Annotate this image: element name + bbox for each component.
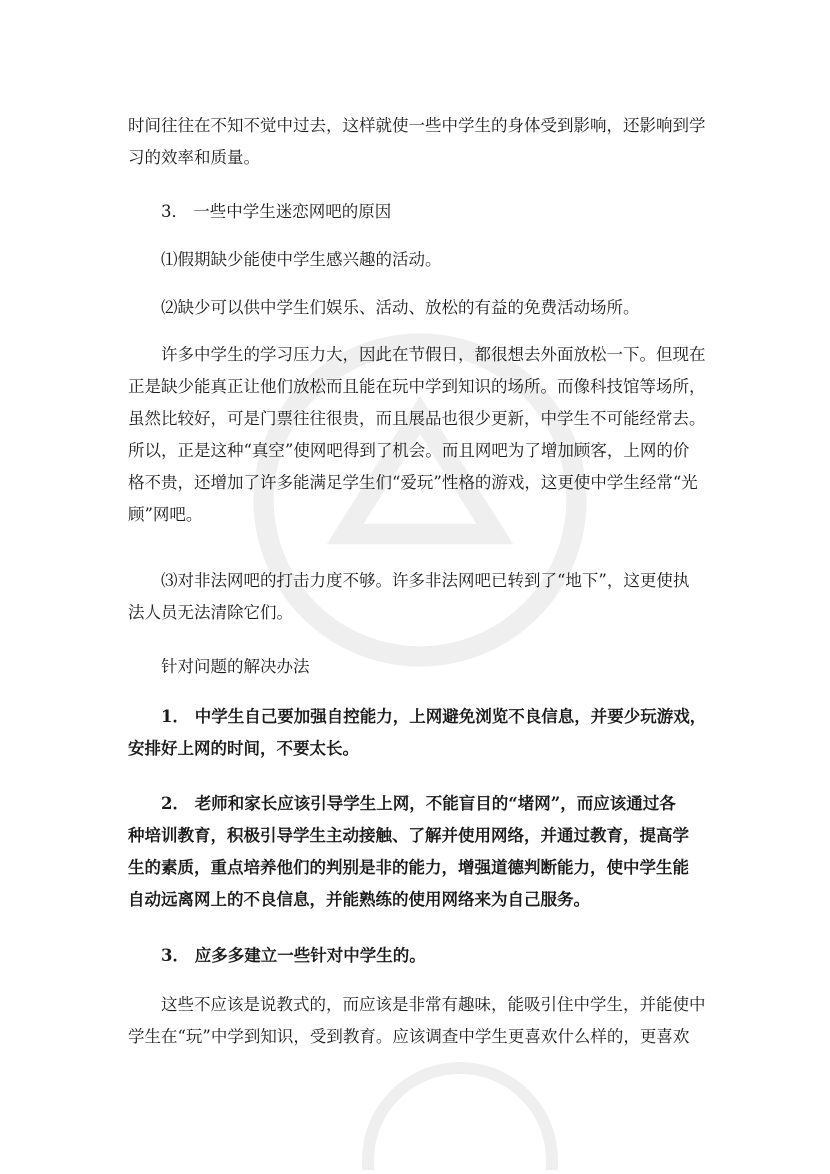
section-heading-causes	[128, 196, 721, 228]
solution-item-1	[128, 701, 708, 765]
reason-item-1	[128, 244, 721, 276]
text-line: 格不贵，还增加了许多能满足学生们“爱玩”性格的游戏，这更使中学生经常“光	[128, 473, 698, 492]
paragraph-explanation	[128, 339, 708, 531]
section-heading-solutions	[128, 651, 721, 683]
text-line: 学生在“玩”中学到知识，受到教育。应该调查中学生更喜欢什么样的，更喜欢	[128, 1027, 690, 1046]
text-line: 种培训教育，积极引导学生主动接触、了解并使用网络，并通过教育，提高学	[128, 826, 689, 845]
text-line: 法人员无法清除它们。	[128, 603, 293, 622]
text-line: 1． 中学生自己要加强自控能力，上网避免浏览不良信息，并要少玩游戏，	[161, 707, 707, 726]
reason-item-2	[128, 292, 721, 324]
text-line: ⑵缺少可以供中学生们娱乐、活动、放松的有益的免费活动场所。	[161, 298, 640, 317]
text-line: 安排好上网的时间，不要太长。	[128, 739, 359, 758]
paragraph-continued	[128, 110, 708, 174]
text-line: 虽然比较好，可是门票往往很贵，而且展品也很少更新，中学生不可能经常去。	[128, 409, 706, 428]
solution-item-2	[128, 788, 708, 916]
text-line: 所以，正是这种“真空”使网吧得到了机会。而且网吧为了增加顾客，上网的价	[128, 441, 690, 460]
text-line: 3． 一些中学生迷恋网吧的原因	[161, 202, 392, 221]
paragraph-closing	[128, 989, 708, 1053]
text-line: 针对问题的解决办法	[161, 657, 310, 676]
text-line: 许多中学生的学习压力大，因此在节假日，都很想去外面放松一下。但现在	[161, 345, 706, 364]
text-line: ⑴假期缺少能使中学生感兴趣的活动。	[161, 250, 442, 269]
text-line: 3． 应多多建立一些针对中学生的。	[161, 946, 426, 965]
text-line: 自动远离网上的不良信息，并能熟练的使用网络来为自己服务。	[128, 890, 590, 909]
text-line: 正是缺少能真正让他们放松而且能在玩中学到知识的场所。而像科技馆等场所，	[128, 377, 706, 396]
watermark-logo	[360, 1060, 560, 1170]
text-line: 生的素质，重点培养他们的判别是非的能力，增强道德判断能力，使中学生能	[128, 858, 689, 877]
text-line: 顾”网吧。	[128, 505, 203, 524]
text-line: 这些不应该是说教式的，而应该是非常有趣味，能吸引住中学生，并能使中	[161, 995, 706, 1014]
text-line: 时间往往在不知不觉中过去，这样就使一些中学生的身体受到影响，还影响到学	[128, 116, 706, 135]
text-line: 习的效率和质量。	[128, 148, 260, 167]
solution-item-3	[128, 940, 721, 972]
text-line: 2． 老师和家长应该引导学生上网，不能盲目的“堵网”，而应该通过各	[161, 794, 676, 813]
text-line: ⑶对非法网吧的打击力度不够。许多非法网吧已转到了“地下”，这更使执	[161, 571, 690, 590]
reason-item-3	[128, 565, 708, 629]
